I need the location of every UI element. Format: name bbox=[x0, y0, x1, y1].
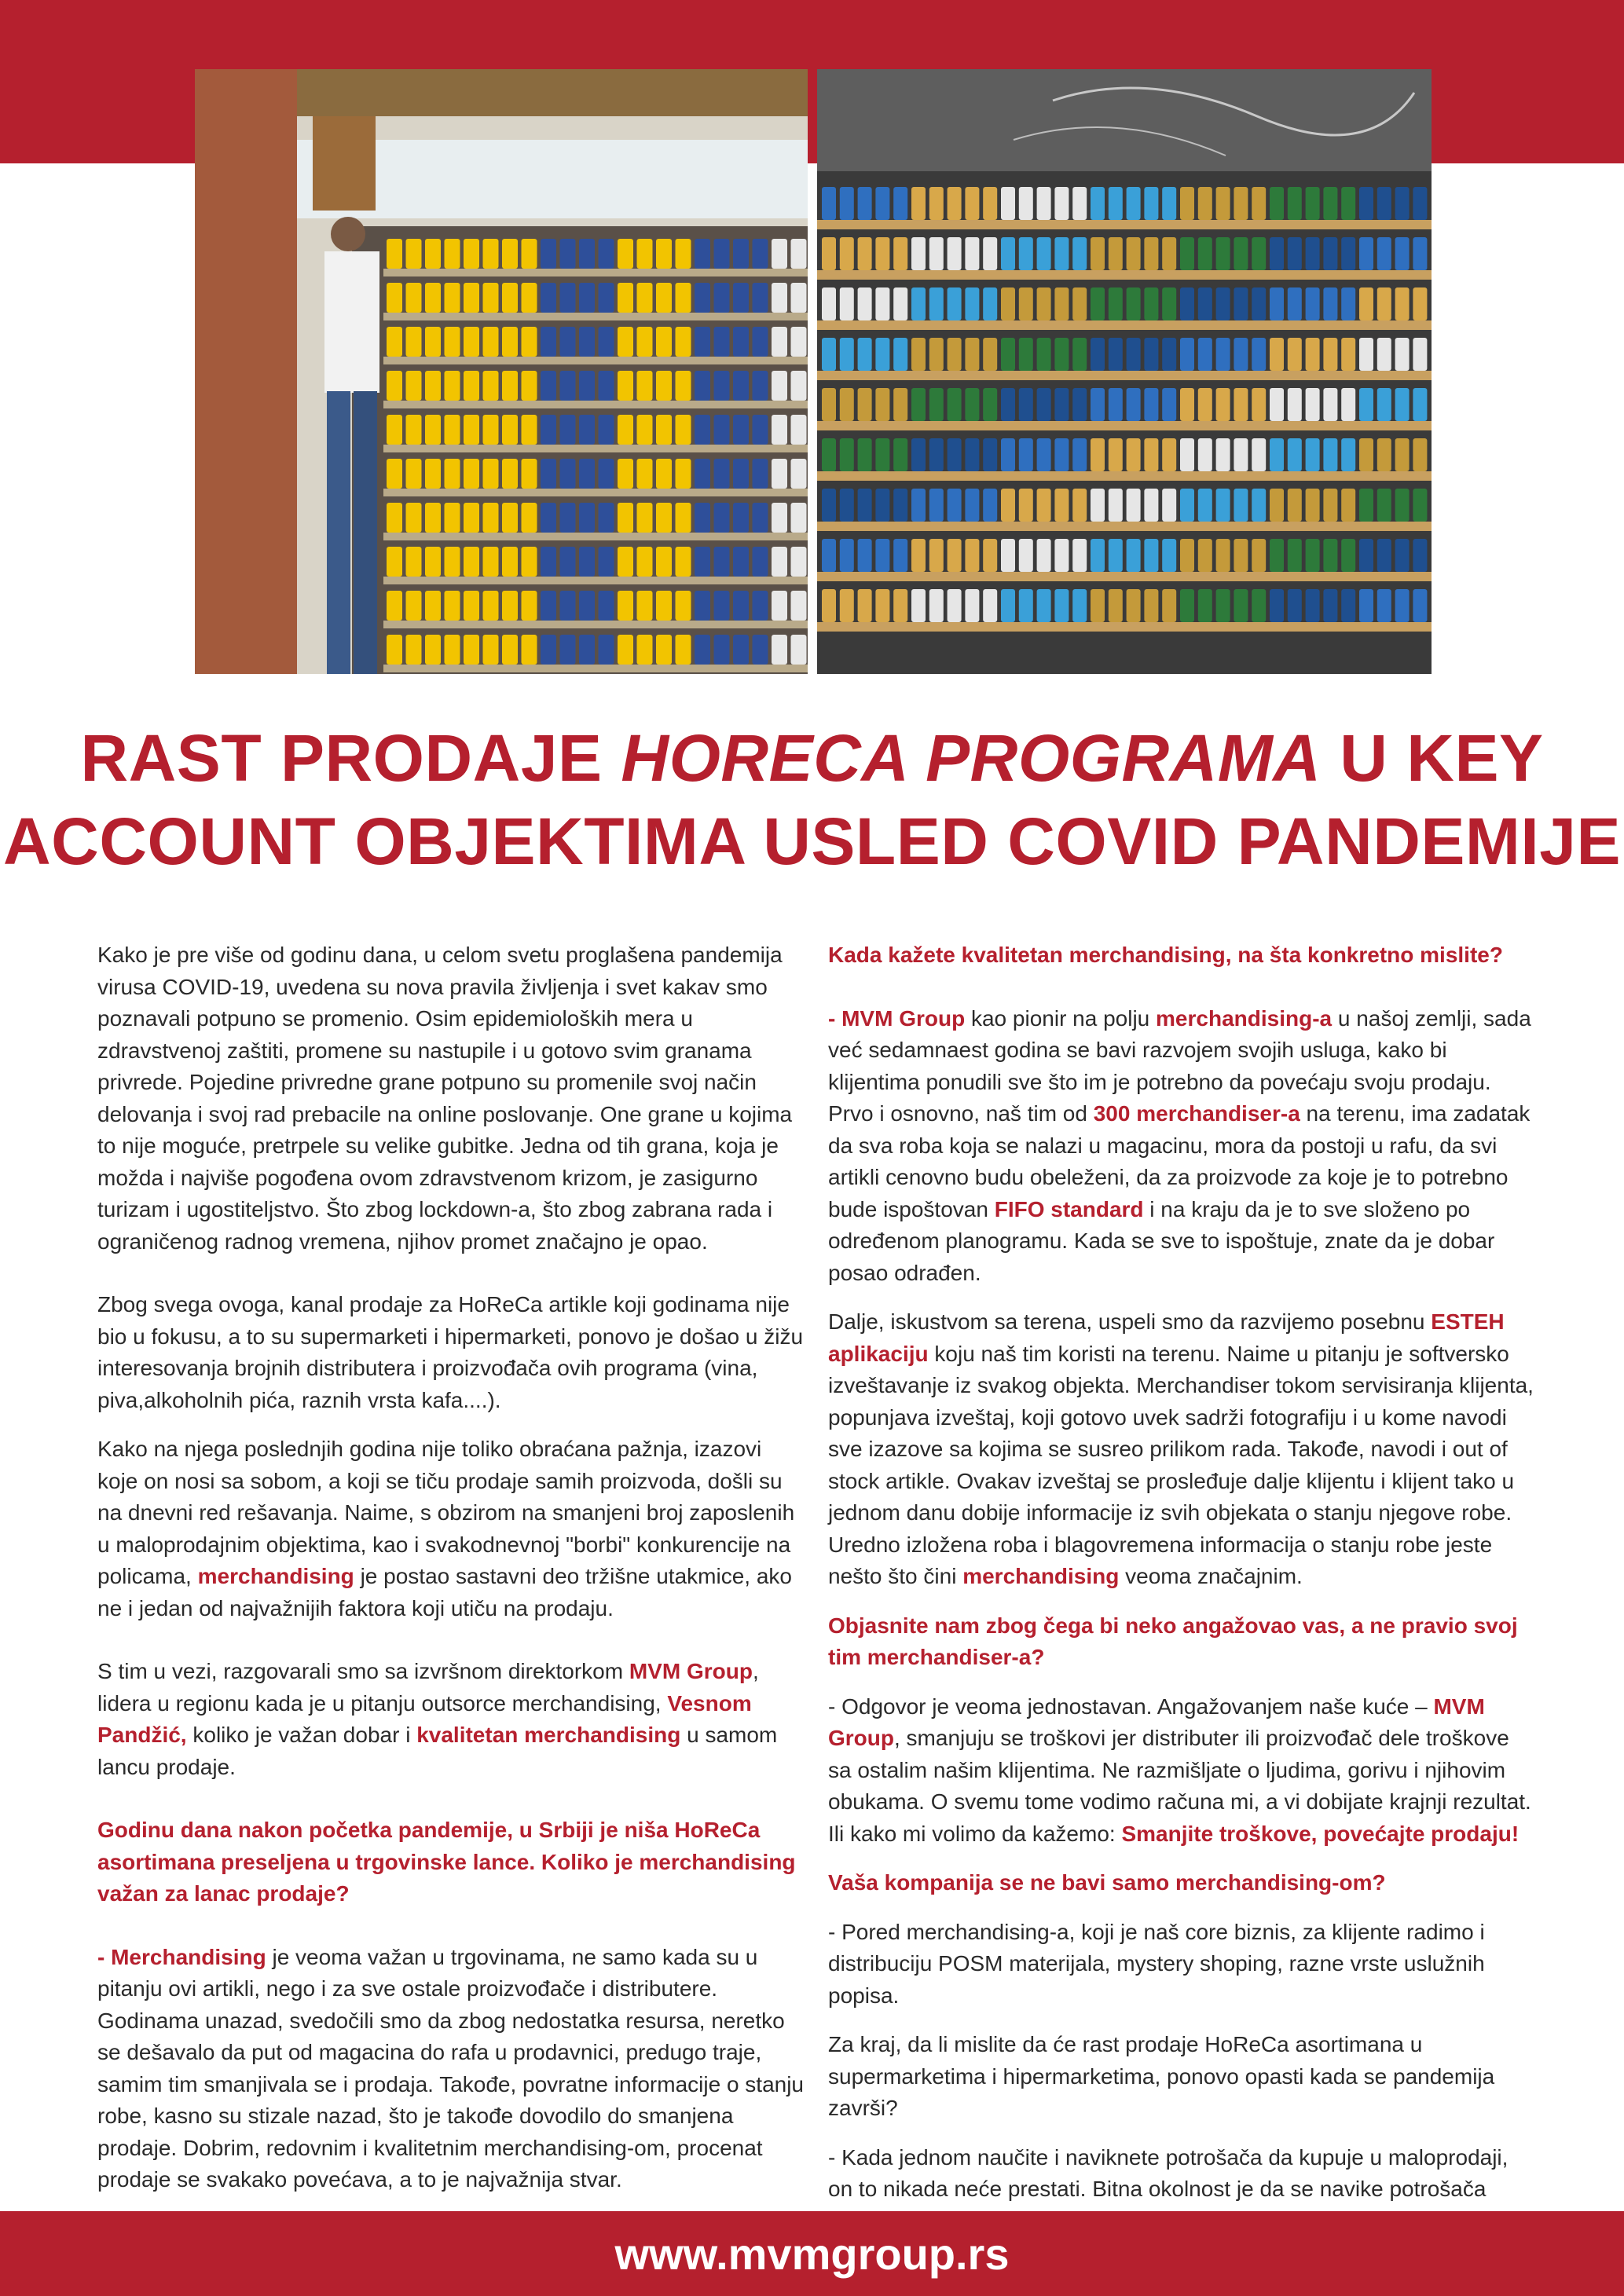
answer-3 bbox=[828, 1691, 1537, 1851]
highlight-company: MVM Group bbox=[841, 1005, 966, 1031]
text-run: - Odgovor je veoma jednostavan. Angažovanjem naše kuće – bbox=[828, 1694, 1434, 1719]
photo-shelves-with-merchandiser bbox=[195, 69, 808, 674]
headline-part-3: U KEY bbox=[1321, 721, 1544, 795]
highlight-slogan: Smanjite troškove, povećajte prodaju! bbox=[1121, 1821, 1520, 1846]
text-run: je postao sastavni deo tržišne utakmice, ako ne i jedan od najvažnijih faktora koji utiču na prodaju. bbox=[97, 1564, 792, 1620]
highlight-company: MVM Group bbox=[828, 1694, 1485, 1750]
highlight-fifo: FIFO standard bbox=[994, 1196, 1144, 1221]
highlight-merchandising: merchandising bbox=[197, 1564, 354, 1588]
intro-paragraph: Kako je pre više od godinu dana, u celom svetu proglašena pandemija virusa COVID-19, uvedena su nova pravila življenja i svet kakav smo poznavali potpuno se promenio. Osim epidemioloških mera u zdravstvenoj zaštiti, promene su nastupile i u gotovo svim granama privrede. Pojedine privredne grane potpuno su promenile svoj način delovanja i svoj rad prebacile na online poslovanje. One grane u kojima to nije moguće, pretrpele su velike gubitke. Jedna od tih grana, koja je možda i najviše pogođena ovom zdravstvenom krizom, je zasigurno turizam i ugostiteljstvo. Što zbog lockdown-a, što zbog zabrana rada i ograničenog radnog vremena, njihov promet značajno je opao. bbox=[97, 943, 793, 1254]
highlight-merchandising: merchandising-a bbox=[1156, 1005, 1333, 1031]
challenges-paragraph bbox=[97, 1434, 805, 1624]
highlight-company: MVM Group bbox=[629, 1659, 753, 1683]
text-run: , smanjuju se troškovi jer distributer ili proizvođač dele troškove sa ostalim našim klijentima. Ne razmišljate o ljudima, gorivu i njihovim obukama. O svemu tome vodimo računa mi, a vi dobijate krajnji rezultat. Ili kako mi volimo da kažemo: bbox=[828, 1726, 1531, 1846]
headline-part-1: RAST PRODAJE bbox=[80, 721, 621, 795]
answer-4: - Pored merchandising-a, koji je naš core biznis, za klijente radimo i distribuciju POSM materijala, mystery shoping, razne vrste uslužnih popisa. bbox=[828, 1919, 1485, 2008]
answer-1 bbox=[97, 1942, 805, 2196]
text-run: i na kraju da je to sve složeno po određenom planogramu. Kada se sve to ispoštuje, znate da je dobar posao odrađen. bbox=[828, 1196, 1495, 1285]
text-run: , lidera u regionu kada je u pitanju outsorce merchandising, bbox=[97, 1659, 759, 1716]
highlight-quality: kvalitetan merchandising bbox=[416, 1723, 681, 1747]
highlight-esteh: ESTEH aplikaciju bbox=[828, 1309, 1505, 1366]
question-3: Objasnite nam zbog čega bi neko angažovao vas, a ne pravio svoj tim merchandiser-a? bbox=[828, 1613, 1518, 1669]
esteh-paragraph bbox=[828, 1306, 1537, 1593]
text-run: na terenu, ima zadatak da sva roba koja se nalazi u magacinu, mora da postoji u rafu, da svi artikli cenovno budu obeleženi, da za proizvode za koje je to potrebno bude ispoštovan bbox=[828, 1101, 1531, 1221]
question-4: Vaša kompanija se ne bavi samo merchandising-om? bbox=[828, 1870, 1386, 1895]
text-run: u našoj zemlji, sada već sedamnaest godina se bavi razvojem svojih usluga, kako bi klijentima ponudili sve što im je potrebno da povećaju svoju prodaju. Prvo i osnovno, naš tim od bbox=[828, 1005, 1531, 1126]
text-run: S tim u vezi, razgovarali smo sa izvršnom direktorkom bbox=[97, 1659, 629, 1683]
headline-line-1 bbox=[0, 716, 1624, 800]
footer-band bbox=[0, 2211, 1624, 2296]
question-5: Za kraj, da li mislite da će rast prodaje HoReCa asortimana u supermarketima i hipermarketima, ponovo opasti kada se pandemija završi? bbox=[828, 2032, 1495, 2120]
answer-2 bbox=[828, 1003, 1537, 1290]
shelf-photo-left-image bbox=[195, 69, 808, 674]
answer-dash: - bbox=[828, 1005, 842, 1031]
text-run: je veoma važan u trgovinama, ne samo kada su u pitanju ovi artikli, nego i za sve ostale proizvođače i distributere. Godinama unazad, svedočili smo da zbog nedostatka resursa, neretko se dešavalo da put od magacina do rafa u prodavnici, predugo traje, samim tim smanjivala se i prodaja. Takođe, povratne informacije o stanju robe, kasno su stizale nazad, što je takođe dovodilo do smanjena prodaje. Dobrim, redovnim i kvalitetnim merchandising-om, procenat prodaje se svakako povećava, a to je najvažnija stvar. bbox=[97, 1944, 805, 2192]
answer-5: - Kada jednom naučite i naviknete potrošača da kupuje u maloprodaji, on to nikada neće prestati. Bitna okolnost je da se navike potrošača bbox=[828, 2144, 1509, 2201]
headline-line-2: ACCOUNT OBJEKTIMA USLED COVID PANDEMIJE bbox=[3, 804, 1621, 878]
text-run: u samom lancu prodaje. bbox=[97, 1723, 778, 1779]
interview-intro-paragraph bbox=[97, 1656, 805, 1783]
article-headline bbox=[0, 716, 1624, 883]
horeca-channel-paragraph: Zbog svega ovoga, kanal prodaje za HoReCa artikle koji godinama nije bio u fokusu, a to su supermarketi i hipermarketi, ponovo je došao u žižu interesovanja brojnih distributera i proizvođača ovih programa (vina, piva,alkoholnih pića, raznih vrsta kafa....). bbox=[97, 1292, 804, 1412]
website-link[interactable]: www.mvmgroup.rs bbox=[614, 2228, 1010, 2279]
highlight-team: 300 merchandiser-a bbox=[1093, 1101, 1300, 1126]
headline-italic-part: HORECA PROGRAMA bbox=[621, 721, 1322, 795]
highlight-merchandising: Merchandising bbox=[111, 1944, 266, 1969]
right-column bbox=[828, 939, 1537, 2296]
text-run: kao pionir na polju bbox=[965, 1005, 1157, 1031]
question-1: Godinu dana nakon početka pandemije, u Srbiji je niša HoReCa asortimana preseljena u trgovinske lance. Koliko je merchandising važan za lanac prodaje? bbox=[97, 1818, 796, 1906]
highlight-merchandising: merchandising bbox=[962, 1564, 1120, 1588]
photo-beer-shelves bbox=[817, 69, 1432, 674]
question-2: Kada kažete kvalitetan merchandising, na šta konkretno mislite? bbox=[828, 943, 1503, 967]
text-run: Dalje, iskustvom sa terena, uspeli smo da razvijemo posebnu bbox=[828, 1309, 1432, 1334]
text-run: koliko je važan dobar i bbox=[186, 1723, 417, 1747]
text-run: Kako na njega poslednjih godina nije toliko obraćana pažnja, izazovi koje on nosi sa sobom, a koji se tiču prodaje samih proizvoda, došli su na dnevni red rešavanja. Naime, s obzirom na smanjeni broj zaposlenih u maloprodajnim objektima, kao i svakodnevnoj "borbi" konkurencije na policama, bbox=[97, 1437, 795, 1588]
left-column bbox=[97, 939, 805, 2228]
text-run: veoma značajnim. bbox=[1119, 1564, 1303, 1588]
answer-dash: - bbox=[97, 1944, 112, 1969]
text-run: koju naš tim koristi na terenu. Naime u pitanju je softversko izveštavanje iz svakog objekta. Merchandiser tokom servisiranja klijenta, popunjava izveštaj, koji gotovo uvek sadrži fotografiju i u kome navodi sve izazove sa kojima se susreo prilikom rada. Takođe, navodi i out of stock artikle. Ovakav izveštaj se prosleđuje dalje klijentu i klijent tako u jednom danu dobije informacije iz svih objekata o stanju njegove robe. Uredno izložena roba i blagovremena informacija o stanju robe jeste nešto što čini bbox=[828, 1341, 1534, 1588]
highlight-person: Vesnom Pandžić, bbox=[97, 1690, 752, 1747]
shelf-photo-right-image bbox=[817, 69, 1432, 674]
